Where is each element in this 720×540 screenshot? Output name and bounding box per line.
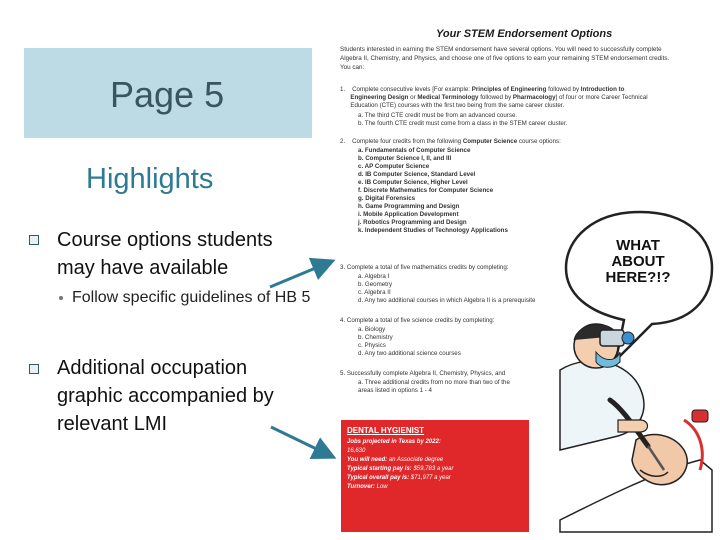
option-1-sub-a: a. The third CTE credit must be from an advanced course. xyxy=(358,112,518,119)
bullet-occupation-graphic: Additional occupation graphic accompanied by relevant LMI xyxy=(57,357,274,435)
list-item: k. Independent Studies of Technology Applications xyxy=(358,227,508,234)
list-item: a. Algebra I xyxy=(358,273,390,280)
dental-hygienist-card xyxy=(341,420,529,532)
list-item: areas listed in options 1 - 4 xyxy=(358,387,432,394)
list-item: i. Mobile Application Development xyxy=(358,211,459,218)
arrow-to-dental xyxy=(271,427,331,456)
list-item: d. Any two additional science courses xyxy=(358,350,461,357)
turnover: Turnover: Low xyxy=(347,484,388,490)
list-item: c. AP Computer Science xyxy=(358,163,430,170)
list-item: b. Geometry xyxy=(358,281,393,288)
page-title: Page 5 xyxy=(110,74,225,115)
list-item: a. Biology xyxy=(358,326,386,333)
list-item: b. Chemistry xyxy=(358,334,393,341)
option-3: 3. Complete a total of five mathematics credits by completing: xyxy=(340,264,509,271)
list-item: e. IB Computer Science, Higher Level xyxy=(358,179,468,186)
dental-title: DENTAL HYGIENIST xyxy=(347,426,425,435)
dentist-illustration xyxy=(560,324,712,532)
education-needed: You will need: an Associate degree xyxy=(347,457,444,463)
list-item: c. Physics xyxy=(358,342,386,349)
option-5: 5. Successfully complete Algebra II, Chemistry, Physics, and xyxy=(340,370,506,377)
list-item: d. IB Computer Science, Standard Level xyxy=(358,171,476,178)
jobs-projected: Jobs projected in Texas by 2022: xyxy=(347,439,441,445)
overall-pay: Typical overall pay is: $71,977 a year xyxy=(347,475,451,481)
list-item: b. Computer Science I, II, and III xyxy=(358,155,452,162)
option-2: 2. Complete four credits from the following Computer Science course options: xyxy=(340,138,561,145)
sub-bullet-hb5: Follow specific guidelines of HB 5 xyxy=(72,289,311,306)
list-item: a. Fundamentals of Computer Science xyxy=(358,147,471,154)
jobs-value: 16,630 xyxy=(347,448,366,454)
highlights-heading: Highlights xyxy=(86,163,214,195)
list-item: j. Robotics Programming and Design xyxy=(358,219,467,226)
list-item: c. Algebra II xyxy=(358,289,391,296)
list-item: g. Digital Forensics xyxy=(358,195,416,202)
document-intro: Students interested in earning the STEM endorsement have several options. You will need to successfully complete Algebra II, Chemistry, and Physics, and choose one of five options to earn your remaining STEM endorsement credits. You can: xyxy=(340,46,670,71)
bullet-course-options: Course options students may have available xyxy=(57,229,273,279)
option-1-sub-b: b. The fourth CTE credit must come from a class in the STEM career cluster. xyxy=(358,120,568,127)
option-1: 1. Complete consecutive levels [For example: Principles of Engineering followed by Introduction to Engineering Design or Medical Terminology followed by Pharmacology] of four or more Career Technical Education (CTE) courses with the first two being from the same career cluster. xyxy=(340,86,648,109)
document-title: Your STEM Endorsement Options xyxy=(436,28,613,40)
arrow-to-document xyxy=(270,262,330,287)
option-4: 4. Complete a total of five science credits by completing: xyxy=(340,317,495,324)
list-item: d. Any two additional courses in which Algebra II is a prerequisite xyxy=(358,297,536,304)
starting-pay: Typical starting pay is: $59,783 a year xyxy=(347,466,454,472)
bubble-text: WHAT ABOUT HERE?!? xyxy=(605,237,671,286)
list-item: h. Game Programming and Design xyxy=(358,203,460,210)
list-item: a. Three additional credits from no more than two of the xyxy=(358,379,510,386)
list-item: f. Discrete Mathematics for Computer Science xyxy=(358,187,494,194)
